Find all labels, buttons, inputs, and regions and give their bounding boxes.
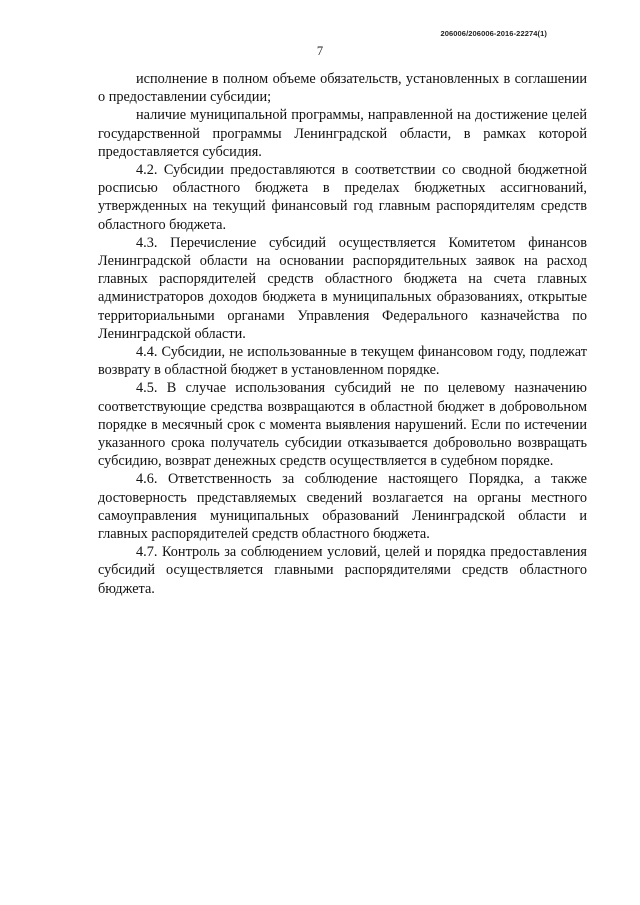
page-number: 7 <box>316 44 324 58</box>
paragraph-4-2: 4.2. Субсидии предоставляются в соответствии со сводной бюджетной росписью областного бюджета в пределах бюджетных ассигнований, утвержденных на текущий финансовый год главным распорядителям средств областного бюджета. <box>98 162 587 233</box>
document-body <box>98 70 587 598</box>
paragraph-2: наличие муниципальной программы, направленной на достижение целей государственной программы Ленинградской области, в рамках которой предоставляется субсидия. <box>98 107 587 160</box>
paragraph-4-6: 4.6. Ответственность за соблюдение настоящего Порядка, а также достоверность представляемых сведений возлагается на органы местного самоуправления муниципальных образований Ленинградской области и главных распорядителей средств областного бюджета. <box>98 471 587 543</box>
paragraph-1: исполнение в полном объеме обязательств, установленных в соглашении о предоставлении субсидии; <box>98 71 587 106</box>
paragraph-4-7: 4.7. Контроль за соблюдением условий, целей и порядка предоставления субсидий осуществляется главными распорядителями средств областного бюджета. <box>98 544 587 597</box>
document-id: 206006/206006-2016-22274(1) <box>440 29 547 38</box>
paragraph-4-4: 4.4. Субсидии, не использованные в текущем финансовом году, подлежат возврату в областной бюджет в установленном порядке. <box>98 344 587 379</box>
paragraph-4-3: 4.3. Перечисление субсидий осуществляется Комитетом финансов Ленинградской области на основании распорядительных заявок на расход главных распорядителей средств областного бюджета на счета главных администраторов доходов бюджета в муниципальных образованиях, открытые территориальными органами Управления Федерального казначейства по Ленинградской области. <box>98 234 587 342</box>
paragraph-4-5: 4.5. В случае использования субсидий не по целевому назначению соответствующие средства возвращаются в областной бюджет в добровольном порядке в месячный срок с момента выявления нарушений. Если по истечении указанного срока получатель субсидии отказывается добровольно возвращать субсидию, возврат денежных средств осуществляется в судебном порядке. <box>98 380 587 470</box>
